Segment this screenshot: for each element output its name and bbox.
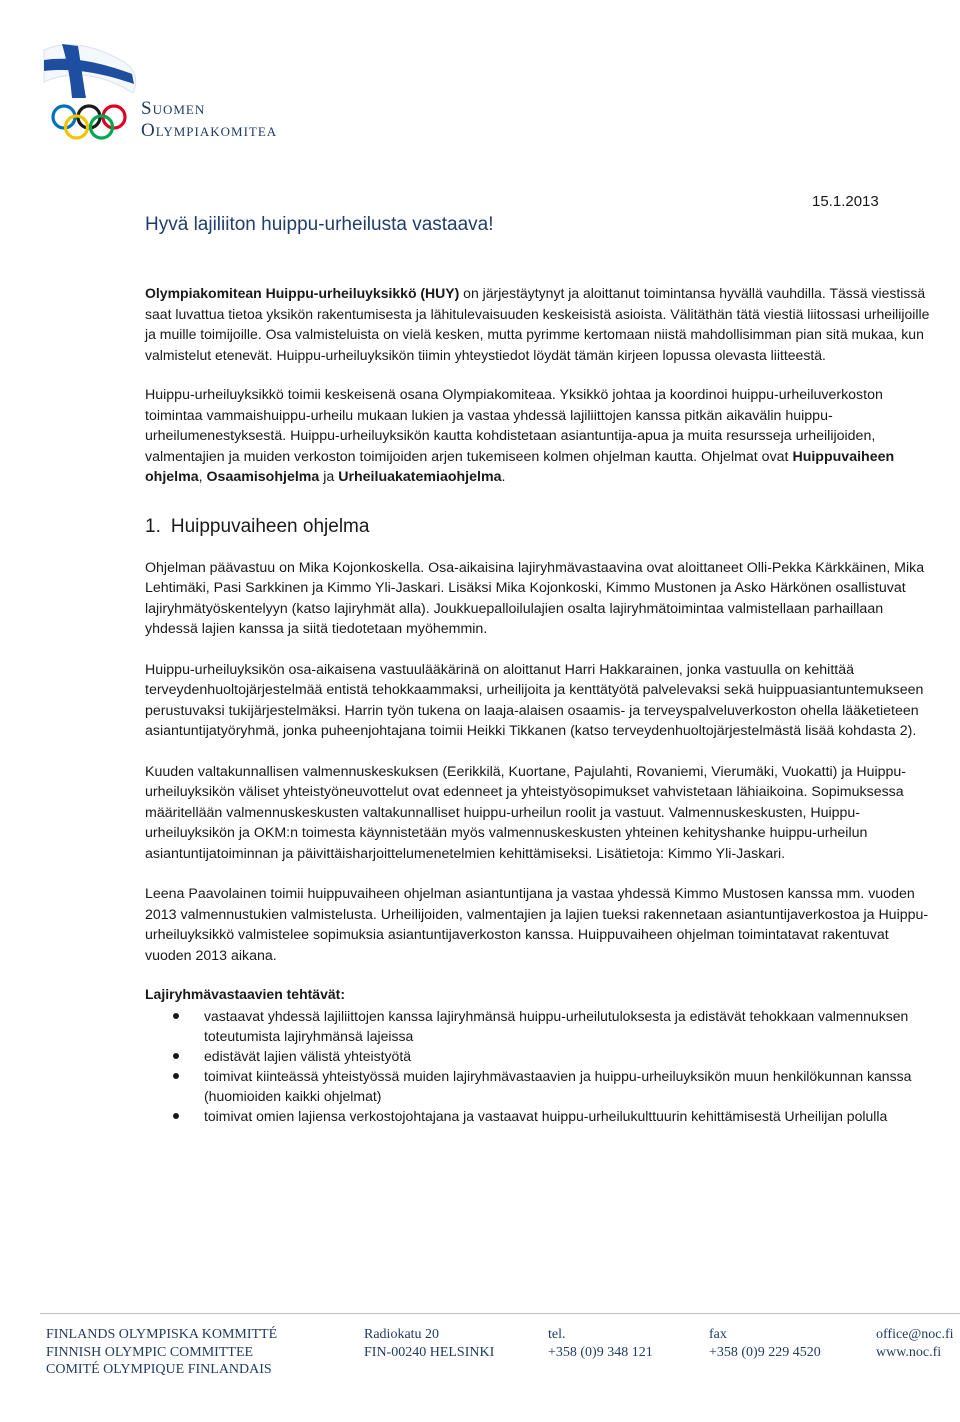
footer-fax <box>709 1326 821 1361</box>
footer-tel-label: tel. <box>548 1327 566 1342</box>
unit-sep-1: , <box>198 469 207 485</box>
bullet-icon <box>173 1053 179 1059</box>
list-item <box>145 1066 935 1106</box>
bullet-icon <box>173 1013 179 1019</box>
program-3: Urheiluakatemiaohjelma <box>338 469 502 485</box>
footer-address <box>364 1326 494 1361</box>
task-text: toimivat omien lajiensa verkostojohtajana ja vastaavat huippu-urheilukulttuurin kehittämisestä Urheilijan polulla <box>204 1108 888 1124</box>
task-text: edistävät lajien välistä yhteistyötä <box>204 1048 411 1064</box>
program-2: Osaamisohjelma <box>206 469 320 485</box>
section-1-paragraph-2: Huippu-urheiluyksikön osa-aikaisena vastuulääkärinä on aloittanut Harri Hakkarainen, jonka vastuulla on kehittää terveydenhuoltojärjestelmää entistä tehokkaammaksi, urheilijoita ja kenttätyötä palvelevaksi sekä huippuasiantuntemukseen perustuvaksi tukijärjestelmäksi. Harrin työn tukena on laaja-alaisen osaamis- ja terveyspalveluverkoston ohella lääketieteen asiantuntijatyöryhmä, jonka puheenjohtajana toimii Heikki Tikkanen (katso terveydenhuoltojärjestelmästä lisää kohdasta 2). <box>145 661 924 739</box>
intro-bold-lead: Olympiakomitean Huippu-urheiluyksikkö (HUY) <box>145 285 460 301</box>
bullet-icon <box>173 1073 179 1079</box>
unit-end: . <box>501 469 506 485</box>
footer-divider <box>40 1313 960 1314</box>
footer-fax-label: fax <box>709 1327 727 1342</box>
bullet-icon <box>173 1113 179 1119</box>
letter-body <box>145 283 935 1126</box>
footer-phone <box>548 1326 653 1361</box>
section-1-paragraph-3: Kuuden valtakunnallisen valmennuskeskuksen (Eerikkilä, Kuortane, Pajulahti, Rovaniemi, Vierumäki, Vuokatti) ja Huippu-urheiluyksikön väliset yhteistyöneuvottelut ovat edenneet ja yhteistyösopimukset vahvistetaan lähiaikoina. Sopimuksessa määritellään valmennuskeskusten valtakunnalliset huippu-urheilun roolit ja vastuut. Valmennuskeskusten, Huippu-urheiluyksikön ja OKM:n toimesta käynnistetään myös valmennuskeskusten yhteinen kehityshanke huippu-urheilun asiantuntijatoiminnan ja päivittäisharjoittelumenetelmien kehittämiseksi. Lisätietoja: Kimmo Yli-Jaskari. <box>145 763 907 862</box>
section-1-paragraph-4: Leena Paavolainen toimii huippuvaiheen ohjelman asiantuntijana ja vastaa yhdessä Kimmo Mustosen kanssa mm. vuoden 2013 valmennustukien valmistelusta. Urheilijoiden, valmentajien ja lajien tueksi rakennetaan asiantuntijaverkostoa ja Huippu-urheiluyksikkö valmistelee sopimuksia asiantuntijaverkoston kanssa. Huippuvaiheen ohjelman toimintatavat rakentuvat vuoden 2013 aikana. <box>145 886 929 964</box>
footer-street: Radiokatu 20 <box>364 1327 440 1342</box>
footer-org-name: COMITÉ OLYMPIQUE FINLANDAIS <box>46 1362 272 1377</box>
unit-sep-2: ja <box>319 469 339 485</box>
footer-email-link[interactable]: office@noc.fi <box>876 1327 954 1342</box>
section-1-paragraph-1: Ohjelman päävastuu on Mika Kojonkoskella. Osa-aikaisina lajiryhmävastaavina ovat aloittaneet Olli-Pekka Kärkkäinen, Mika Lehtimäki, Pasi Sarkkinen ja Kimmo Yli-Jaskari. Lisäksi Mika Kojonkoski, Kimmo Mustonen ja Asko Härkönen osallistuvat lajiryhmätyöskentelyyn (katso lajiryhmät alla). Joukkuepalloilulajien osalta lajiryhmätoimintaa valmistellaan parhaillaan yhdessä lajien kanssa ja siitä tiedotetaan myöhemmin. <box>145 559 925 637</box>
section-1-heading <box>145 516 935 538</box>
list-item <box>145 1106 935 1126</box>
list-item <box>145 1006 935 1046</box>
task-text: vastaavat yhdessä lajiliittojen kanssa lajiryhmänsä huippu-urheilutuloksesta ja edistävät tehokkaan valmennuksen toteutumista lajiryhmänsä lajeissa <box>204 1008 909 1044</box>
section-1-title: Huippuvaiheen ohjelma <box>170 515 370 537</box>
letter-date: 15.1.2013 <box>812 193 879 210</box>
tasks-heading: Lajiryhmävastaavien tehtävät: <box>145 986 345 1002</box>
footer-city: FIN-00240 HELSINKI <box>364 1344 495 1360</box>
footer-org-name: FINNISH OLYMPIC COMMITTEE <box>46 1344 254 1360</box>
footer-fax-number: +358 (0)9 229 4520 <box>709 1344 821 1360</box>
footer-web-link[interactable]: www.noc.fi <box>876 1344 942 1360</box>
program-1: Huippuvaiheen ohjelma <box>145 448 895 485</box>
logo-line-1: Suomen <box>141 98 206 119</box>
tasks-list <box>145 1006 935 1126</box>
task-text: toimivat kiinteässä yhteistyössä muiden lajiryhmävastaavien ja huippu-urheiluyksikön muun henkilökunnan kanssa (huomioiden kaikki ohjelmat) <box>204 1068 912 1104</box>
section-1-number: 1. <box>145 515 161 537</box>
unit-paragraph <box>145 385 935 488</box>
footer-org-names <box>46 1326 277 1379</box>
footer-contact <box>876 1326 954 1361</box>
logo-line-2: Olympiakomitea <box>141 120 278 141</box>
unit-text: Huippu-urheiluyksikkö toimii keskeisenä osana Olympiakomiteaa. Yksikkö johtaa ja koordinoi huippu-urheiluverkoston toimintaa vammaishuippu-urheilu mukaan lukien ja vastaa yhdessä lajiliittojen kanssa pitkän aikavälin huippu-urheilumenestyksestä. Huippu-urheiluyksikön kautta kohdistetaan asiantuntija-apua ja muita resursseja urheilijoiden, valmentajien ja muiden verkoston toimijoiden arjen tukemiseen kolmen ohjelman kautta. Ohjelmat ovat <box>145 387 883 465</box>
finnish-flag-icon <box>44 44 136 98</box>
list-item <box>145 1046 935 1066</box>
logo-wordmark <box>141 98 277 142</box>
intro-paragraph <box>145 283 935 365</box>
footer-org-name: FINLANDS OLYMPISKA KOMMITTÉ <box>46 1327 278 1342</box>
intro-text: on järjestäytynyt ja aloittanut toimintansa hyvällä vauhdilla. Tässä viestissä saat luvattua tietoa yksikön rakentumisesta ja lähitulevaisuuden keskeisistä asioista. Välitäthän tätä viestiä liitossasi urheilijoille ja muille toimijoille. Osa valmisteluista on vielä kesken, mutta pyrimme kertomaan niistä mahdollisimman pian sitä mukaa, kun valmistelut etenevät. Huippu-urheiluyksikön tiimin yhteystiedot löydät tämän kirjeen lopussa olevasta liitteestä. <box>145 285 930 363</box>
footer-tel-number: +358 (0)9 348 121 <box>548 1344 653 1360</box>
greeting-heading: Hyvä lajiliiton huippu-urheilusta vastaava! <box>145 214 494 235</box>
olympic-rings-icon <box>53 106 125 138</box>
